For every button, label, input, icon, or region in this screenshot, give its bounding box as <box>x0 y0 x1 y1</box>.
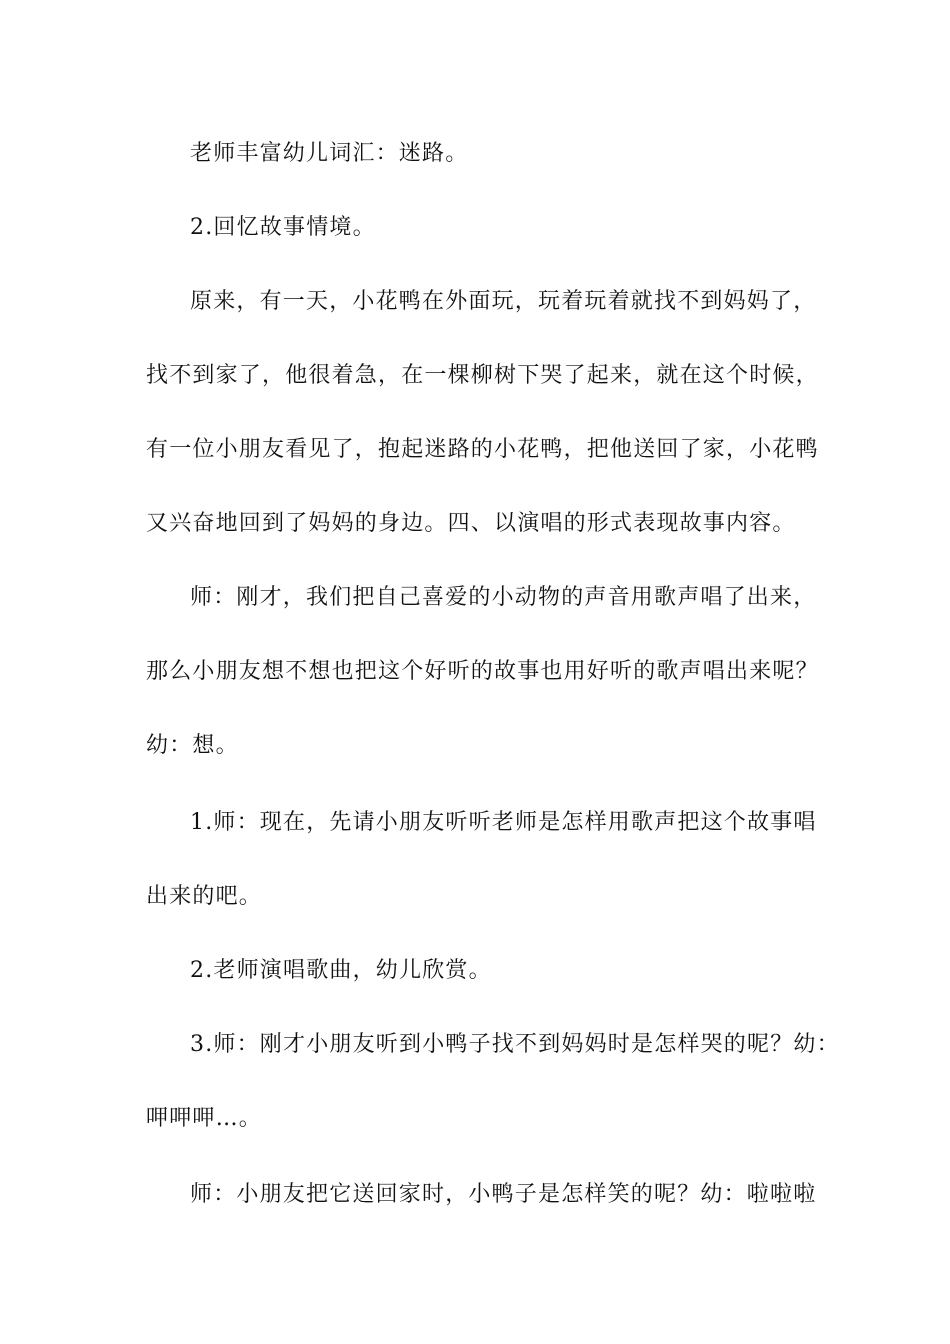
paragraph-line: 1.师：现在，先请小朋友听听老师是怎样用歌声把这个故事唱 <box>190 810 817 835</box>
paragraph-line: 师：刚才，我们把自己喜爱的小动物的声音用歌声唱了出来， <box>190 585 817 610</box>
paragraph-line: 3.师：刚才小朋友听到小鸭子找不到妈妈时是怎样哭的呢？幼： <box>190 1032 840 1057</box>
paragraph-line: 2.老师演唱歌曲，幼儿欣赏。 <box>190 958 492 983</box>
paragraph-line: 有一位小朋友看见了，抱起迷路的小花鸭，把他送回了家，小花鸭 <box>146 437 819 462</box>
paragraph-line: 呷呷呷…。 <box>146 1106 263 1131</box>
paragraph-line: 那么小朋友想不想也把这个好听的故事也用好听的歌声唱出来呢？ <box>146 659 819 684</box>
paragraph-line: 幼：想。 <box>146 733 239 758</box>
paragraph-line: 又兴奋地回到了妈妈的身边。四、以演唱的形式表现故事内容。 <box>146 511 796 536</box>
paragraph-line: 老师丰富幼儿词汇：迷路。 <box>190 141 469 166</box>
paragraph-line: 原来，有一天，小花鸭在外面玩，玩着玩着就找不到妈妈了， <box>190 289 817 314</box>
paragraph-line: 出来的吧。 <box>146 884 263 909</box>
paragraph-line: 师：小朋友把它送回家时，小鸭子是怎样笑的呢？幼：啦啦啦 <box>190 1182 817 1207</box>
paragraph-line: 2.回忆故事情境。 <box>190 215 376 240</box>
paragraph-line: 找不到家了，他很着急，在一棵柳树下哭了起来，就在这个时候， <box>146 363 819 388</box>
